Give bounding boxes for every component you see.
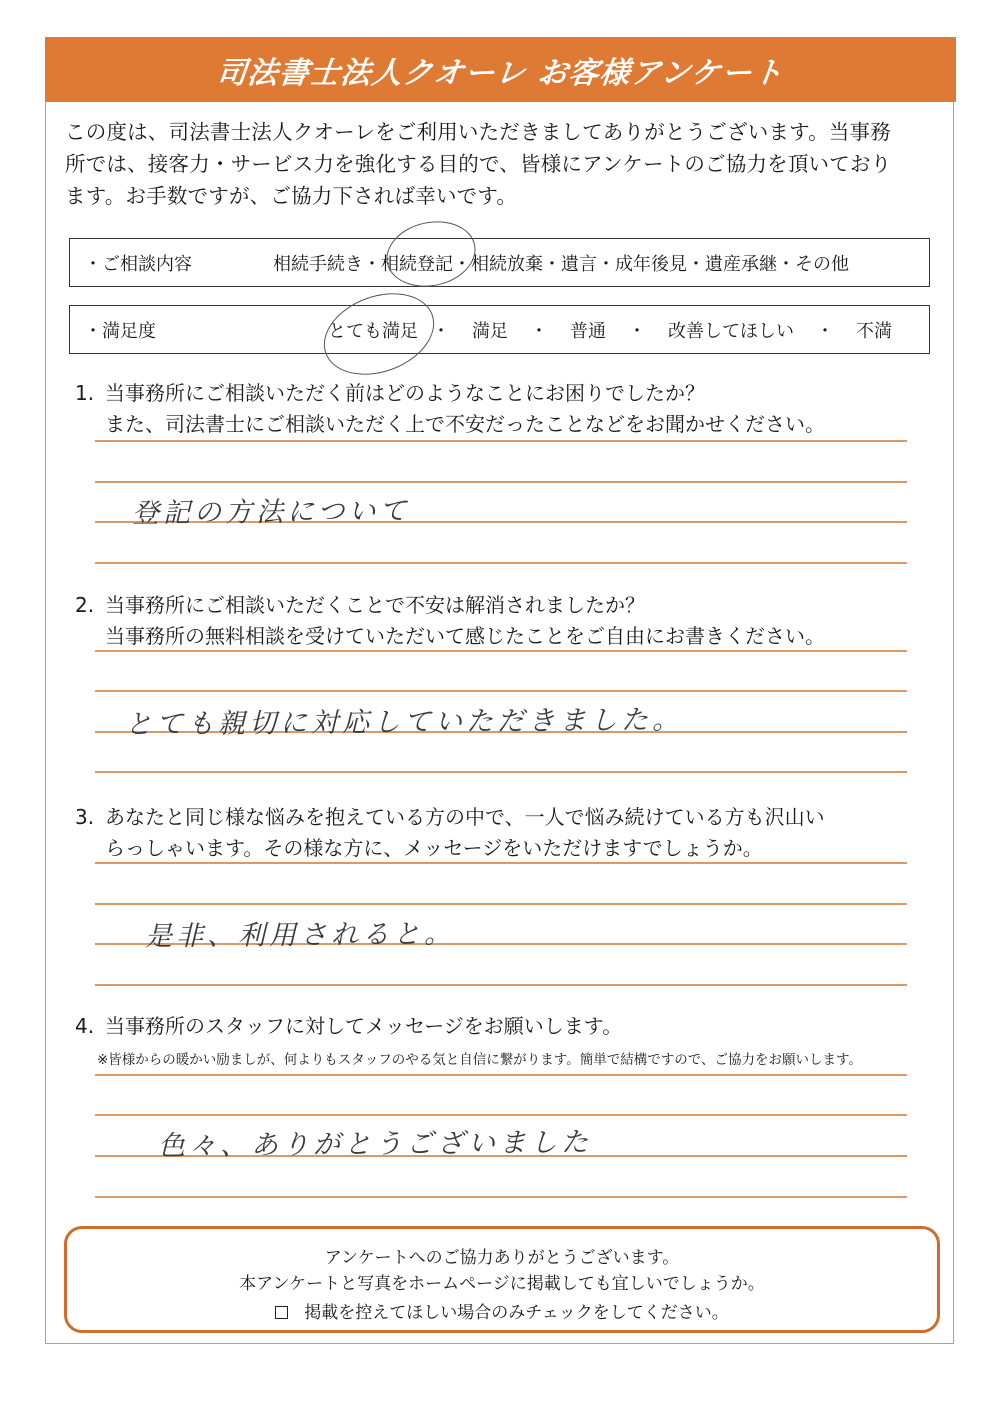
handwritten-answer-2[interactable]: とても親切に対応していただきました。 [124, 704, 684, 741]
answer-line [95, 690, 907, 692]
separator: ・ [777, 253, 795, 275]
question-text: 当事務所のスタッフに対してメッセージをお願いします。 [105, 1014, 623, 1038]
question-3 [75, 802, 935, 864]
question-text: あなたと同じ様な悩みを抱えている方の中で、一人で悩み続けている方も沢山い [105, 805, 825, 829]
separator: ・ [543, 253, 561, 275]
question-text: 当事務所にご相談いただく前はどのようなことにお困りでしたか？ [105, 381, 705, 405]
survey-title: 司法書士法人クオーレ お客様アンケート [214, 55, 786, 91]
separator: ・ [363, 253, 381, 275]
consultation-option[interactable]: その他 [795, 253, 849, 275]
answer-line [95, 481, 907, 483]
closing-permission-question: 本アンケートと写真をホームページに掲載しても宜しいでしょうか。 [239, 1274, 765, 1294]
consultation-option-selected[interactable]: 相続登記 [381, 253, 453, 275]
intro-paragraph [65, 116, 945, 212]
question-2 [75, 590, 935, 652]
separator: ・ [453, 253, 471, 275]
answer-line [95, 440, 907, 442]
satisfaction-option[interactable]: 不満 [856, 320, 892, 342]
answer-line [95, 1074, 907, 1076]
question-text: 当事務所の無料相談を受けていただいて感じたことをご自由にお書きください。 [105, 624, 825, 648]
consultation-type-box [69, 238, 930, 287]
handwritten-answer-3[interactable]: 是非、利用されると。 [144, 918, 456, 953]
separator: ・ [816, 320, 834, 342]
answer-line [95, 984, 907, 986]
intro-line: この度は、司法書士法人クオーレをご利用いただきましてありがとうございます。当事務 [65, 120, 891, 144]
question-1 [75, 378, 935, 440]
opt-out-checkbox[interactable] [275, 1306, 288, 1319]
question-number: 1. [75, 381, 95, 405]
satisfaction-box [69, 305, 930, 354]
consultation-options [273, 250, 849, 276]
survey-header [45, 37, 956, 102]
answer-line [95, 650, 907, 652]
question-text: 当事務所にご相談いただくことで不安は解消されましたか？ [105, 593, 645, 617]
intro-line: ます。お手数ですが、ご協力下されば幸いです。 [65, 184, 518, 208]
question-text: また、司法書士にご相談いただく上で不安だったことなどをお聞かせください。 [105, 412, 825, 436]
consultation-option[interactable]: 遺産承継 [705, 253, 777, 275]
question-number: 2. [75, 593, 95, 617]
consultation-option[interactable]: 成年後見 [615, 253, 687, 275]
satisfaction-label: ・満足度 [84, 320, 156, 342]
consultation-option[interactable]: 相続手続き [273, 253, 363, 275]
answer-line [95, 903, 907, 905]
satisfaction-option[interactable]: 改善してほしい [668, 320, 794, 342]
closing-thanks: アンケートへのご協力ありがとうございます。 [324, 1248, 680, 1268]
question-text: らっしゃいます。その様な方に、メッセージをいただけますでしょうか。 [105, 836, 763, 860]
separator: ・ [530, 320, 548, 342]
opt-out-checkbox-label: 掲載を控えてほしい場合のみチェックをしてください。 [304, 1303, 729, 1323]
consultation-option[interactable]: 遺言 [561, 253, 597, 275]
satisfaction-option[interactable]: 満足 [472, 320, 508, 342]
answer-line [95, 771, 907, 773]
separator: ・ [628, 320, 646, 342]
satisfaction-option-selected[interactable]: とても満足 [328, 320, 418, 342]
question-number: 3. [75, 805, 95, 829]
answer-line [95, 562, 907, 564]
question-4-note: ※皆様からの暖かい励ましが、何よりもスタッフのやる気と自信に繋がります。簡単で結構ですので、ご協力をお願いします。 [97, 1052, 862, 1068]
answer-line [95, 1196, 907, 1198]
handwritten-answer-1[interactable]: 登記の方法について [131, 495, 411, 530]
handwritten-answer-4[interactable]: 色々、ありがとうございました [157, 1127, 593, 1162]
question-4 [75, 1011, 935, 1042]
answer-line [95, 862, 907, 864]
closing-checkbox-row [67, 1298, 937, 1323]
question-number: 4. [75, 1014, 95, 1038]
satisfaction-option[interactable]: 普通 [570, 320, 606, 342]
separator: ・ [687, 253, 705, 275]
consultation-type-label: ・ご相談内容 [84, 253, 192, 275]
closing-box [64, 1226, 940, 1333]
intro-line: 所では、接客力・サービス力を強化する目的で、皆様にアンケートのご協力を頂いており [65, 152, 892, 176]
answer-line [95, 1114, 907, 1116]
separator: ・ [597, 253, 615, 275]
consultation-option[interactable]: 相続放棄 [471, 253, 543, 275]
separator: ・ [432, 320, 450, 342]
